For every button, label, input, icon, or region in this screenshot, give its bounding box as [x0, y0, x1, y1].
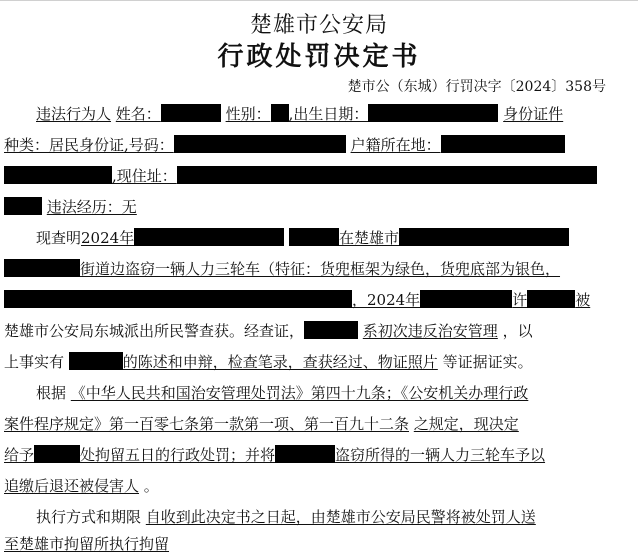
label-birthdate: ,出生日期： [288, 105, 369, 123]
body-line-1 [4, 103, 608, 125]
text-according: 根据 [36, 384, 67, 402]
label-id-number: 种类：居民身份证,号码： [4, 136, 174, 154]
body-line-9 [4, 351, 608, 373]
text-year: 2024年 [81, 229, 135, 247]
body-line-15 [4, 533, 608, 555]
text-law-1: 《中华人民共和国治安管理处罚法》第四十九条；《公安机关办理行政 [70, 384, 529, 402]
text-location: 在楚雄市 [338, 229, 399, 247]
text-give: 给予 [4, 446, 35, 464]
text-decision: 之规定，现决定 [413, 415, 519, 433]
document-title: 行政处罚决定书 [217, 42, 421, 72]
body-line-14 [4, 506, 608, 528]
text-found: 现查明 [36, 229, 82, 247]
label-name: 姓名： [115, 105, 161, 123]
text-proven: 等证据证实。 [442, 353, 533, 371]
text-law-2: 案件程序规定》第一百零七条第一款第一项、第一百九十二条 [4, 415, 410, 433]
body-line-5 [4, 227, 608, 249]
label-hukou: 户籍所在地： [350, 136, 441, 154]
redaction-location [399, 228, 569, 246]
redaction-offender-3 [34, 445, 80, 463]
text-execution: 执行方式和期限 [36, 508, 142, 526]
redaction-id-number [174, 135, 346, 153]
label-gender: 性别： [225, 105, 271, 123]
redaction-residence-cont [4, 197, 42, 215]
redaction-offender-2 [69, 352, 123, 370]
text-caught: 楚雄市公安局东城派出所民警查获。经查证， [4, 322, 305, 340]
text-first-offense: 系初次违反治安管理 [362, 322, 498, 340]
text-period: 。 [143, 477, 159, 495]
redaction-offender-4 [275, 445, 335, 463]
text-facts: 上事实有 [4, 353, 65, 371]
body-line-10 [4, 382, 608, 404]
body-line-4 [4, 196, 608, 218]
redaction-features [4, 290, 352, 308]
body-line-2 [4, 134, 608, 156]
redaction-residence [177, 166, 597, 184]
document-number: 楚市公（东城）行罚决字〔2024〕358号 [347, 79, 606, 95]
text-execution-detail: 自收到此决定书之日起，由楚雄市公安局民警将被处罚人送 [145, 508, 536, 526]
redaction-time [289, 228, 339, 246]
body-line-7 [4, 289, 608, 311]
body-line-6 [4, 258, 608, 280]
body-line-11 [4, 413, 608, 435]
text-detention: 至楚雄市拘留所执行拘留 [4, 535, 170, 553]
text-return: 追缴后退还被侵害人 [4, 477, 140, 495]
redaction-gender [271, 104, 289, 122]
redaction-hukou [441, 135, 565, 153]
redaction-location-cont [4, 259, 80, 277]
label-offender: 违法行为人 [36, 105, 112, 123]
redaction-date-2 [420, 290, 512, 308]
label-residence: ,现住址： [112, 167, 177, 185]
agency-name: 楚雄市公安局 [249, 13, 388, 38]
redaction-time-2 [527, 290, 575, 308]
redaction-name [161, 104, 221, 122]
text-recover: 盗窃所得的一辆人力三轮车予以 [335, 446, 546, 464]
body-line-12 [4, 444, 608, 466]
redaction-birthdate [368, 104, 498, 122]
body-line-8 [4, 320, 608, 342]
body-line-3 [4, 165, 608, 187]
text-xu: 许 [512, 291, 528, 309]
text-evidence: 的陈述和申辩，检查笔录，查获经过、物证照片 [122, 353, 438, 371]
text-year-2: ，2024年 [352, 291, 421, 309]
body-line-13 [4, 475, 608, 497]
redaction-date [134, 228, 284, 246]
text-bei: 被 [575, 291, 591, 309]
text-yi: ，以 [502, 322, 533, 340]
redaction-offender-1 [304, 321, 358, 339]
redaction-hukou-cont [4, 166, 112, 184]
top-border [0, 0, 638, 1]
text-theft: 街道边盗窃一辆人力三轮车（特征：货兜框架为绿色，货兜底部为银色， [80, 260, 561, 278]
label-record: 违法经历：无 [46, 198, 137, 216]
text-penalty: 处拘留五日的行政处罚；并将 [80, 446, 276, 464]
label-id-type: 身份证件 [503, 105, 564, 123]
